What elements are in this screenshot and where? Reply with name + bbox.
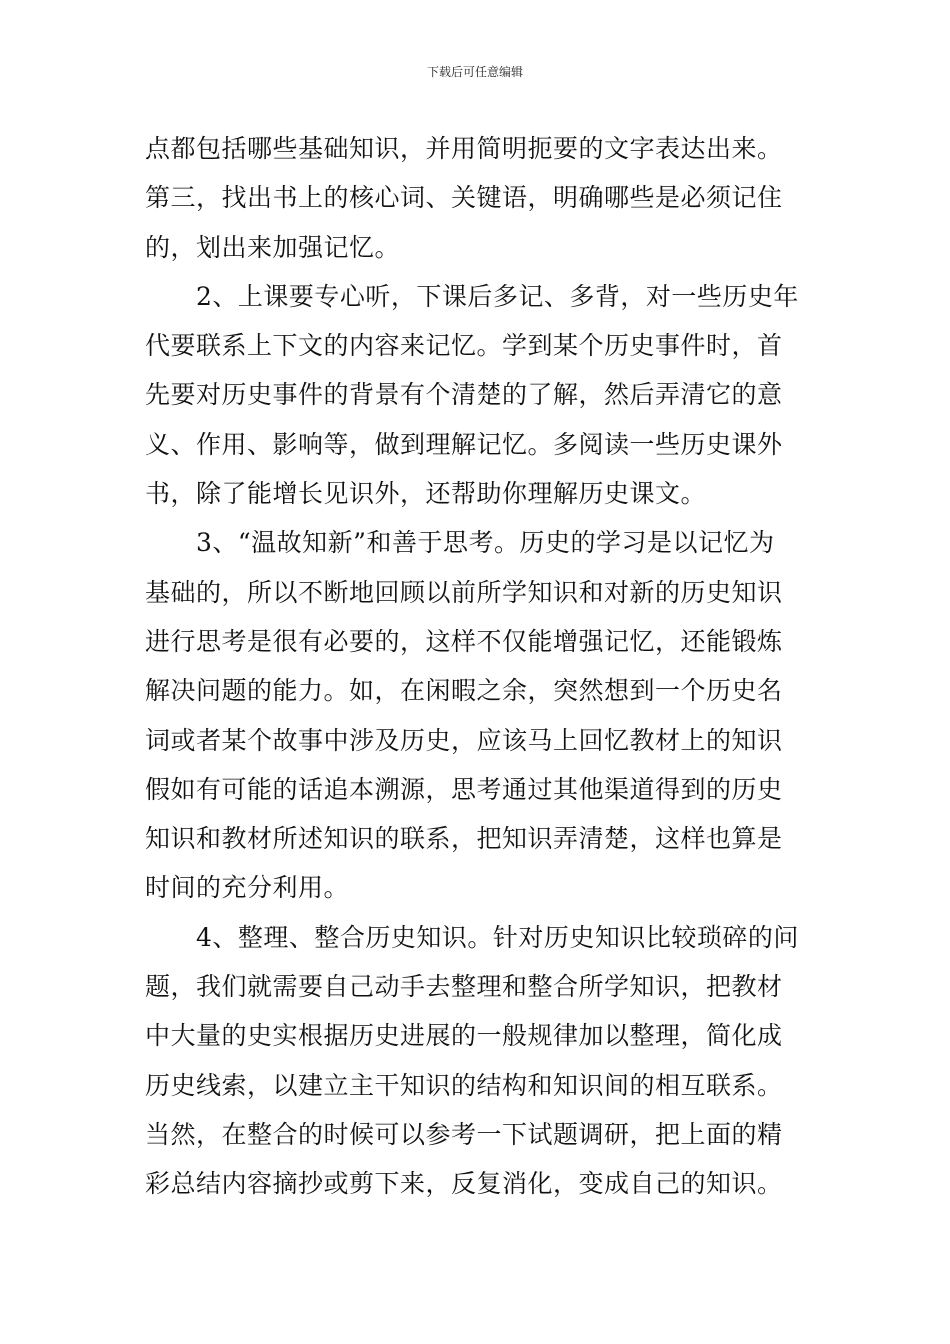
text-line: 书，除了能增长见识外，还帮助你理解历史课文。: [145, 479, 707, 509]
text-line: 词或者某个故事中涉及历史，应该马上回忆教材上的知识: [145, 725, 783, 755]
text-line: 假如有可能的话追本溯源，思考通过其他渠道得到的历史: [145, 774, 783, 804]
text-line: 4、整理、整合历史知识。针对历史知识比较琐碎的问: [145, 922, 799, 952]
text-line: 3、“温故知新”和善于思考。历史的学习是以记忆为: [145, 528, 775, 558]
text-line: 的，划出来加强记忆。: [145, 232, 401, 262]
text-line: 点都包括哪些基础知识，并用简明扼要的文字表达出来。: [145, 134, 783, 163]
text-line: 解决问题的能力。如，在闲暇之余，突然想到一个历史名: [145, 676, 783, 706]
text-line: 中大量的史实根据历史进展的一般规律加以整理，简化成: [145, 1021, 783, 1051]
text-line: 进行思考是很有必要的，这样不仅能增强记忆，还能锻炼: [145, 626, 783, 656]
text-line: 代要联系上下文的内容来记忆。学到某个历史事件时，首: [145, 331, 783, 361]
text-line: 彩总结内容摘抄或剪下来，反复消化，变成自己的知识。: [145, 1169, 783, 1199]
text-line: 知识和教材所述知识的联系，把知识弄清楚，这样也算是: [145, 824, 783, 854]
text-line: 题，我们就需要自己动手去整理和整合所学知识，把教材: [145, 972, 783, 1002]
text-line: 历史线索，以建立主干知识的结构和知识间的相互联系。: [145, 1070, 783, 1100]
text-line: 义、作用、影响等，做到理解记忆。多阅读一些历史课外: [145, 429, 783, 459]
text-line: 第三，找出书上的核心词、关键语，明确哪些是必须记住: [145, 183, 783, 213]
page-header: 下载后可任意编辑: [426, 65, 523, 79]
text-line: 先要对历史事件的背景有个清楚的了解，然后弄清它的意: [145, 380, 783, 410]
text-line: 基础的，所以不断地回顾以前所学知识和对新的历史知识: [145, 577, 783, 607]
text-line: 当然，在整合的时候可以参考一下试题调研，把上面的精: [145, 1119, 783, 1149]
document-body: [145, 124, 810, 1209]
text-line: 时间的充分利用。: [145, 873, 350, 903]
text-line: 2、上课要专心听，下课后多记、多背，对一些历史年: [145, 281, 799, 311]
